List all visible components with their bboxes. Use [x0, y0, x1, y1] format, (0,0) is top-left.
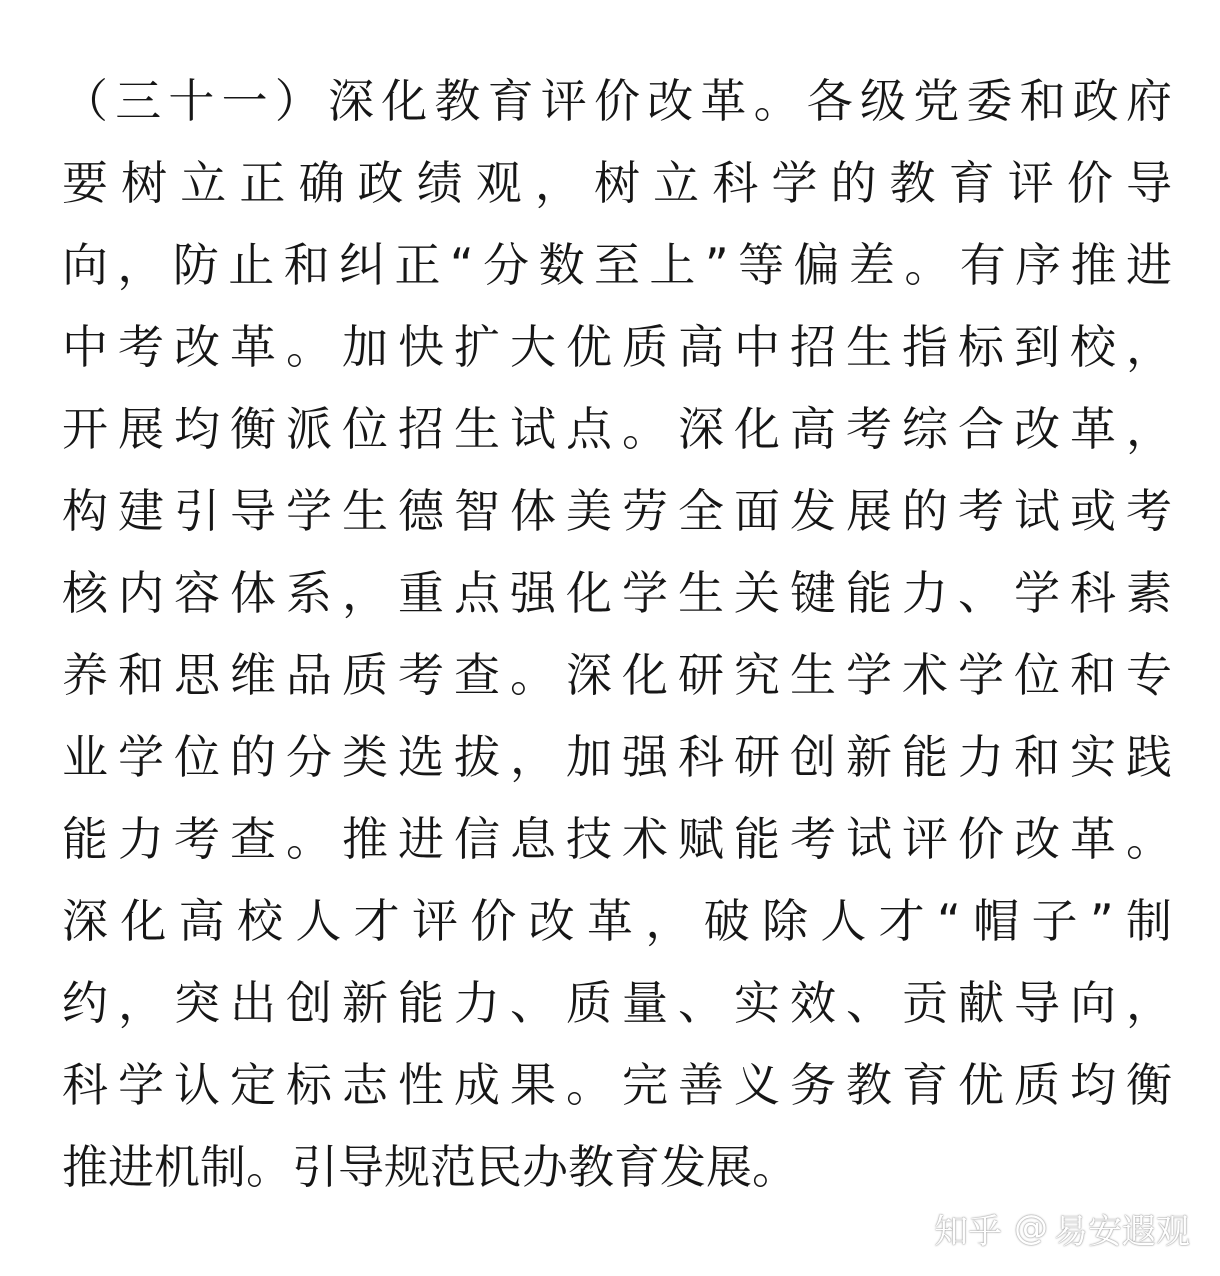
text-line-14: 推进机制。引导规范民办教育发展。 — [62, 1140, 798, 1194]
text-line-12: 约，突出创新能力、质量、实效、贡献导向， — [62, 976, 1172, 1030]
text-line-5: 开展均衡派位招生试点。深化高考综合改革， — [62, 402, 1172, 456]
watermark — [934, 1200, 1190, 1256]
watermark-author: 易安遐观 — [1054, 1211, 1190, 1252]
text-line-2: 要树立正确政绩观，树立科学的教育评价导 — [62, 156, 1172, 210]
article-text — [62, 60, 1172, 1208]
text-line-1: （三十一）深化教育评价改革。各级党委和政府 — [62, 74, 1172, 128]
watermark-platform: 知乎 — [934, 1211, 1002, 1252]
text-line-10: 能力考查。推进信息技术赋能考试评价改革。 — [62, 812, 1172, 866]
text-line-3: 向，防止和纠正“分数至上”等偏差。有序推进 — [62, 238, 1172, 292]
text-line-6: 构建引导学生德智体美劳全面发展的考试或考 — [62, 484, 1172, 538]
text-line-11: 深化高校人才评价改革，破除人才“帽子”制 — [62, 894, 1172, 948]
text-line-4: 中考改革。加快扩大优质高中招生指标到校， — [62, 320, 1172, 374]
watermark-at: @ — [1014, 1208, 1048, 1248]
text-line-13: 科学认定标志性成果。完善义务教育优质均衡 — [62, 1058, 1172, 1112]
text-line-7: 核内容体系，重点强化学生关键能力、学科素 — [62, 566, 1172, 620]
text-line-9: 业学位的分类选拔，加强科研创新能力和实践 — [62, 730, 1172, 784]
text-line-8: 养和思维品质考查。深化研究生学术学位和专 — [62, 648, 1172, 702]
